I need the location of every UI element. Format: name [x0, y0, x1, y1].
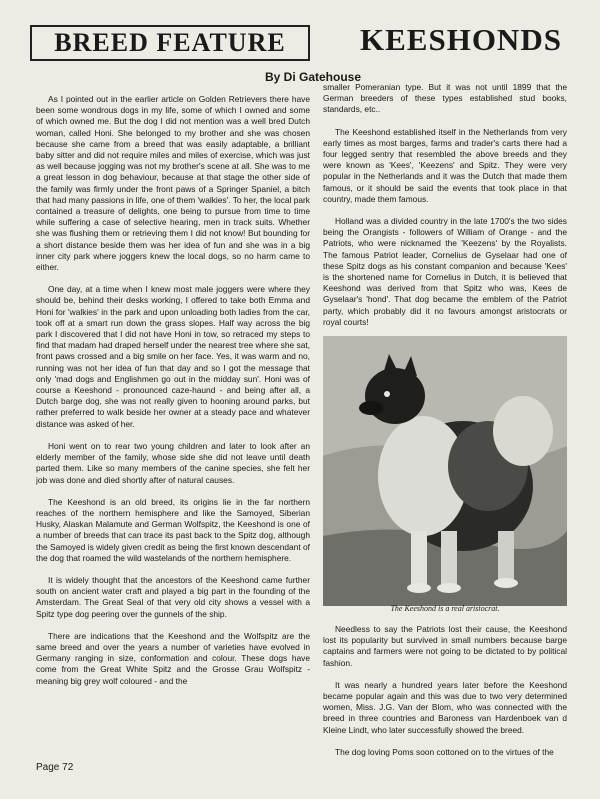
right-column-top: [323, 82, 567, 334]
right-column-bottom: [323, 624, 567, 794]
keeshond-photo: [323, 336, 567, 606]
paragraph: Honi went on to rear two young children and later to look after an elderly member of the family, whose side she did not leave until death parted them. Like so many members of the canine species, she felt her job was done and died shortly after of natural causes.: [36, 440, 310, 485]
paragraph: Needless to say the Patriots lost their cause, the Keeshond lost its popularity but survived in small numbers because barge captains and farmers were not going to be dictated to by political fashion.: [323, 624, 567, 668]
paragraph: smaller Pomeranian type. But it was not until 1899 that the German breeders of these types established stud books, standards, etc..: [323, 82, 567, 115]
keeshond-illustration: [323, 336, 567, 606]
paragraph: It is widely thought that the ancestors of the Keeshond came further south on ancient water craft and played a big part in the founding of the Amsterdam. The Great Seal of that very old city shows a vessel with a Spitz type dog peering over the gunnels of the ship.: [36, 574, 310, 619]
paragraph: As I pointed out in the earlier article on Golden Retrievers there have been some wondrous dogs in my life, some of which I owned and some of which owned me. But the dog I did not mention was a well bred Dutch woman, called Honi. She belonged to my brother and she was chosen because she came from a breed that was easily adaptable, a brilliant baby sitter and did not require miles and miles of exercise, which was just as well because jogging was not my brother's scene at all. She was to me a great lesson in dog behaviour, because at that stage the other side of the family was firmly under the front paws of a Springer Spaniel, a bitch that had many passions in life, one of them 'walkies'. To her, the local park contained a treasure of delights, one being to pursue from time to time while suffering a case of selective hearing, men in track suits. Whether she was flushing them or retrieving them I did not know! But bounding for a short distance beside them was her idea of fun and she was in a big inner city park where joggers knew the local dogs, so no harm came to either.: [36, 94, 310, 273]
paragraph: There are indications that the Keeshond and the Wolfspitz are the same breed and over the years a number of varieties have evolved in Germany ranging in size, conformation and colour. These dogs have come from the Great White Spitz and the Grosse Grau Wolfspitz - meaning big grey wolf coloured - and the: [36, 630, 310, 686]
page-number: Page 72: [36, 762, 74, 773]
photo-caption: The Keeshond is a real aristocrat.: [390, 604, 500, 613]
paragraph: The Keeshond is an old breed, its origins lie in the far northern reaches of the northern hemisphere and like the Samoyed, Siberian Husky, Alaskan Malamute and German Wolfspitz, the Keeshond is one of a number of breeds that can trace its past back to the Spitz dog, although the Samoyed is widely given credit as being the first known descendant of the dog that roamed the wild wastelands of the northern hemisphere.: [36, 496, 310, 563]
paragraph: It was nearly a hundred years later before the Keeshond became popular again and this was due to two very determined women, Miss. J.G. Van der Blom, who was connected with the breed in three countries and Baroness van Hardenboek van d Kleine Lindt, who later successfully showed the breed.: [323, 679, 567, 735]
paragraph: The Keeshond established itself in the Netherlands from very early times as most barges, farms and trader's carts there had a four legged sentry that resembled the above breeds and they were known as 'Kees', 'Keezens' and Spitz. They were very popular in the Netherlands and it was the Dutch that made them famous, or it should be said the events that took place in that country, made them famous.: [323, 126, 567, 204]
paragraph: Holland was a divided country in the late 1700's the two sides being the Orangists - followers of William of Orange - and the Patriots, who were nicknamed the 'Keezens' by the Royalists. The famous Patriot leader, Cornelius de Gyselaar had one of these Spitz dogs as his constant companion and because 'Kees' is the shortened name for Cornelius in Dutch, it is believed that Keeshond was derived from that Spitz who was, Kees de Gyselaar's 'hond'. That dog became the emblem of the Patriot party, which probably did it no favours amongst aristocrats or royal courts!: [323, 216, 567, 327]
article-title: KEESHONDS: [360, 22, 562, 57]
paragraph: The dog loving Poms soon cottoned on to the virtues of the: [335, 746, 554, 757]
paragraph: One day, at a time when I knew most male joggers were where they should be, behind their desks working, I offered to take both Emma and Honi for 'walkies' in the park and upon unloading both ladies from the car, took off at a smart run down the grass slopes. Half way across the big park I discovered that I did not have Honi in tow, so retraced my steps to find that madam had draped herself under the nearest tree where she sat, front paws crossed and a big smile on her face. Yes, it was warm and no, running was not her idea of fun that day and so I got the message that only 'mad dogs and Englishmen go out in the midday sun'. Honi was of course a Keeshond - pronounced caze-haund - and being after all, a Dutch barge dog, she was not really given to hooning around parks, but rather preferred to walk beside her owner at a steady pace and whatever distance was asked of her.: [36, 284, 310, 429]
left-column: [36, 94, 310, 746]
byline: By Di Gatehouse: [265, 70, 362, 84]
breed-feature-label: BREED FEATURE: [30, 25, 310, 61]
